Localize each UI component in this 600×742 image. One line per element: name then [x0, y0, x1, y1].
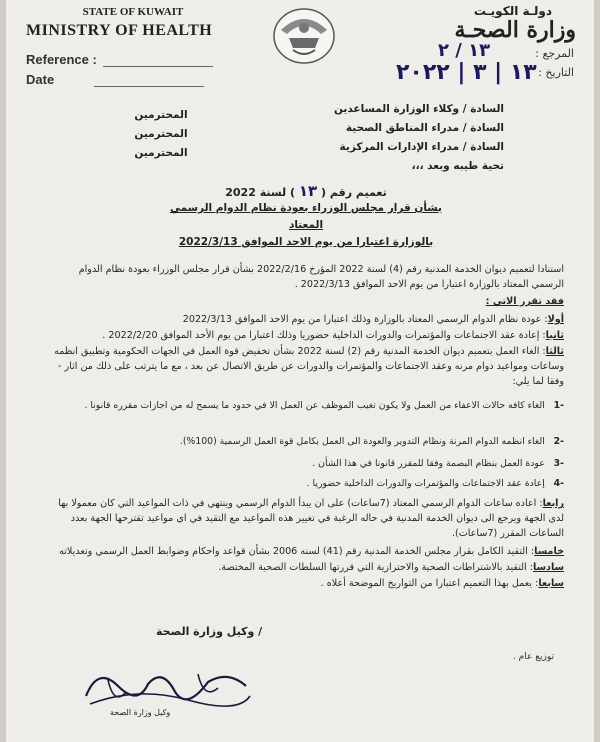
subject-line-1: بشأن قرار مجلس الوزراء بعودة نظام الدوام الرسمي المعتاد	[170, 202, 442, 231]
document-page	[6, 0, 594, 742]
honorific-3: المحترمين	[134, 147, 188, 159]
sub-item-2: -2 الغاء انظمه الدوام المرنة ونظام التدوير والعودة الى العمل بكامل قوة العمل الرسمية (100%).	[179, 436, 564, 447]
honorific-list	[126, 106, 196, 163]
decision-label: فقد تقرر الاتي :	[485, 296, 564, 307]
clause-second: ثانيا: إعادة عقد الاجتماعات والمؤتمرات والدورات الداخلية حضوريا وذلك اعتبارا من يوم الأحد الموافق 2022/2/20 .	[102, 330, 564, 341]
circular-number: تعميم رقم ( ١٣ ) لسنة 2022	[225, 182, 387, 200]
clause-sixth: سادسا: التقيد بالاشتراطات الصحية والاحترازية التي قررتها السلطات الصحية المختصة.	[218, 562, 564, 573]
honorific-1: المحترمين	[134, 109, 188, 121]
reference-label: Reference :	[26, 52, 97, 67]
state-en: STATE OF KUWAIT	[82, 6, 184, 18]
clause-first: أولا: عودة نظام الدوام الرسمي المعتاد بالوزارة وذلك اعتبارا من يوم الاحد الموافق 2022/3/13	[182, 314, 564, 325]
handwritten-reference: ١٣ / ٢	[438, 40, 491, 61]
clause-seventh: سابعا: يعمل بهذا التعميم اعتبارا من التواريخ الموضحة أعلاه .	[320, 578, 564, 589]
handwritten-date: ١٣ | ٣ | ٢٠٢٢	[396, 60, 537, 85]
english-letterhead	[26, 6, 226, 40]
addressee-list	[204, 100, 504, 176]
reference-field	[26, 52, 213, 67]
signer-title: / وكيل وزارة الصحة	[156, 625, 263, 638]
kuwait-emblem-icon	[269, 4, 339, 66]
state-ar: دولـة الكويـت	[473, 4, 552, 18]
arabic-letterhead	[386, 4, 576, 42]
addressee-2: السادة / مدراء المناطق الصحية	[345, 122, 504, 134]
circular-number-handwritten: ١٣	[298, 182, 318, 200]
clause-fifth: خامسا: التقيد الكامل بقرار مجلس الخدمة المدنية رقم (41) لسنه 2006 بشأن قواعد واحكام وضوابط العمل الرسمي وتعديلاته	[59, 546, 564, 557]
date-ar-label: التاريخ :	[538, 66, 574, 79]
clause-third: ثالثا: الغاء العمل بتعميم ديوان الخدمة المدنية رقم (2) لسنة 2022 بشأن تخفيض قوة العمل في الجهات الحكومية وتطبيق انظمه وساعات ومواعيد دوام مرنه وعقد الاجتماعات والمؤتمرات والدورات عن طريق الاتصال عن بعد ، مع ما يترتب على ذلك من اثار - وفقا لما يلي:	[54, 346, 564, 387]
ministry-ar: وزارة الصحـة	[454, 17, 576, 43]
ministry-en: MINISTRY OF HEALTH	[26, 22, 213, 39]
distribution-note: توزيع عام .	[512, 652, 554, 662]
honorific-2: المحترمين	[134, 128, 188, 140]
sub-item-4: -4 إعادة عقد الاجتماعات والمؤتمرات والدورات الداخلية حضوريا .	[306, 478, 564, 489]
addressee-3: السادة / مدراء الإدارات المركزية	[339, 141, 504, 153]
addressee-1: السادة / وكلاء الوزارة المساعدين	[333, 103, 504, 115]
ref-ar-label: المرجع :	[535, 47, 574, 60]
circular-subject	[156, 200, 456, 251]
greeting: تحية طيبه وبعد ،،،	[411, 160, 504, 172]
subject-line-2: بالوزارة اعتبارا من يوم الاحد الموافق 2022/3/13	[178, 236, 434, 248]
sub-item-3: -3 عودة العمل بنظام البصمة وفقا للمقرر قانونا في هذا الشأن .	[312, 458, 564, 469]
date-label: Date	[26, 72, 55, 87]
date-field	[26, 72, 204, 87]
signature-caption: وكيل وزارة الصحة	[110, 708, 171, 717]
sub-item-1: -1 الغاء كافه حالات الاعفاء من العمل ولا يكون تغيب الموظف عن العمل الا في حدود ما يسمح له من اجازات مقرره قانونا .	[84, 400, 564, 411]
intro-paragraph: استنادا لتعميم ديوان الخدمة المدنية رقم (4) لسنة 2022 المؤرخ 2022/2/16 بشأن قرار مجلس الوزراء بعودة نظام الدوام الرسمي المعتاد بالوزارة اعتبارا من يوم الاحد الموافق 2022/3/13 .	[78, 264, 564, 290]
clause-fourth: رابعا: اعاده ساعات الدوام الرسمي المعتاد (7ساعات) على ان يبدأ الدوام الرسمي وينتهي في ذات المواعيد التي كان معمولا بها لدى الجهة ويرجع الى ديوان الخدمة المدنية في حاله الرغبة في تغيير هذه المواعيد مع التقيد في اي مواعيد تقترحها الجهة بعدد الساعات المقرر (7ساعات).	[58, 498, 564, 539]
